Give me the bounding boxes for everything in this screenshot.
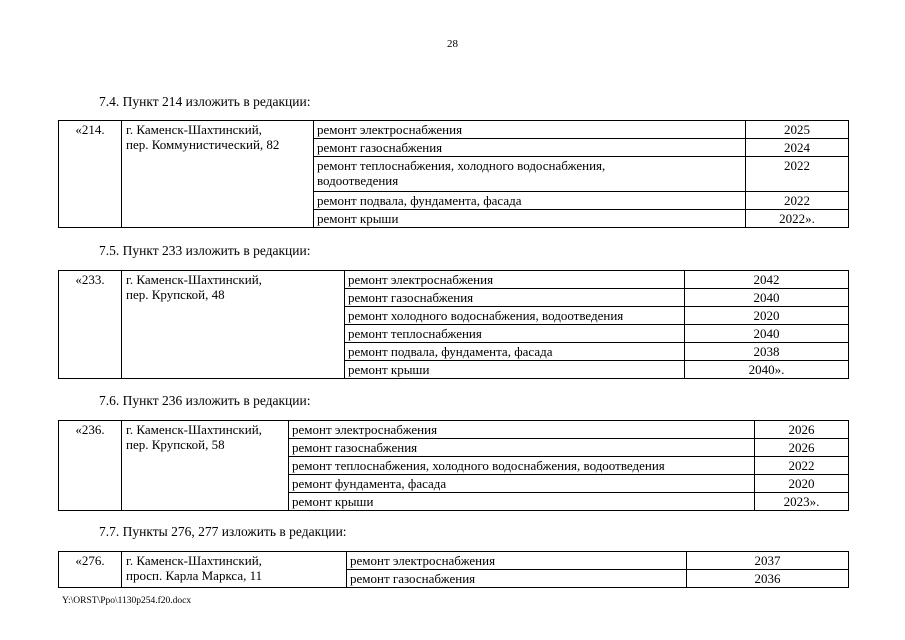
work-cell: ремонт электроснабжения (289, 421, 755, 439)
year-cell: 2037 (687, 552, 849, 570)
work-cell: ремонт теплоснабжения, холодного водоснабжения, водоотведения (289, 457, 755, 475)
year-cell: 2020 (755, 475, 849, 493)
address-line: пер. Крупской, 58 (126, 437, 225, 452)
item-number: «233. (59, 271, 122, 379)
address-line: просп. Карла Маркса, 11 (126, 568, 263, 583)
work-cell: ремонт газоснабжения (345, 289, 685, 307)
item-number: «236. (59, 421, 122, 511)
section-heading-7-6: 7.6. Пункт 236 изложить в редакции: (99, 393, 311, 408)
year-cell: 2026 (755, 421, 849, 439)
address-line: г. Каменск-Шахтинский, (126, 553, 262, 568)
table-row (59, 271, 849, 289)
address-line: пер. Коммунистический, 82 (126, 137, 280, 152)
work-cell: ремонт электроснабжения (314, 121, 746, 139)
work-cell: ремонт подвала, фундамента, фасада (314, 192, 746, 210)
work-cell: ремонт газоснабжения (289, 439, 755, 457)
table-row (59, 121, 849, 139)
work-cell: ремонт газоснабжения (314, 139, 746, 157)
year-cell: 2040 (685, 289, 849, 307)
year-cell: 2042 (685, 271, 849, 289)
page-number: 28 (447, 38, 458, 50)
address-line: г. Каменск-Шахтинский, (126, 272, 262, 287)
address-cell (122, 421, 289, 511)
year-cell: 2022 (746, 157, 849, 192)
address-cell (122, 271, 345, 379)
item-number: «214. (59, 121, 122, 228)
year-cell: 2036 (687, 570, 849, 588)
item-number: «276. (59, 552, 122, 588)
work-cell: ремонт крыши (345, 361, 685, 379)
work-cell (314, 157, 746, 192)
address-cell (122, 552, 347, 588)
year-cell: 2023». (755, 493, 849, 511)
work-cell: ремонт электроснабжения (345, 271, 685, 289)
year-cell: 2040 (685, 325, 849, 343)
year-cell: 2026 (755, 439, 849, 457)
year-cell: 2040». (685, 361, 849, 379)
year-cell: 2025 (746, 121, 849, 139)
section-heading-7-5: 7.5. Пункт 233 изложить в редакции: (99, 243, 311, 258)
table-row (59, 552, 849, 570)
work-cell: ремонт теплоснабжения (345, 325, 685, 343)
work-cell: ремонт крыши (314, 210, 746, 228)
table-item-233 (58, 270, 849, 379)
table-item-214 (58, 120, 849, 228)
address-cell (122, 121, 314, 228)
address-line: г. Каменск-Шахтинский, (126, 422, 262, 437)
section-heading-7-4: 7.4. Пункт 214 изложить в редакции: (99, 94, 311, 109)
address-line: пер. Крупской, 48 (126, 287, 225, 302)
year-cell: 2038 (685, 343, 849, 361)
work-cell: ремонт крыши (289, 493, 755, 511)
work-text: ремонт теплоснабжения, холодного водоснабжения, водоотведения (317, 158, 606, 188)
work-cell: ремонт газоснабжения (347, 570, 687, 588)
section-heading-7-7: 7.7. Пункты 276, 277 изложить в редакции: (99, 524, 347, 539)
table-item-236 (58, 420, 849, 511)
work-cell: ремонт холодного водоснабжения, водоотведения (345, 307, 685, 325)
table-row (59, 421, 849, 439)
year-cell: 2022 (755, 457, 849, 475)
year-cell: 2022». (746, 210, 849, 228)
table-item-276 (58, 551, 849, 588)
work-cell: ремонт фундамента, фасада (289, 475, 755, 493)
year-cell: 2024 (746, 139, 849, 157)
year-cell: 2020 (685, 307, 849, 325)
year-cell: 2022 (746, 192, 849, 210)
address-line: г. Каменск-Шахтинский, (126, 122, 262, 137)
work-cell: ремонт электроснабжения (347, 552, 687, 570)
file-path-footer: Y:\ORST\Ppo\1130p254.f20.docx (62, 596, 192, 606)
work-cell: ремонт подвала, фундамента, фасада (345, 343, 685, 361)
